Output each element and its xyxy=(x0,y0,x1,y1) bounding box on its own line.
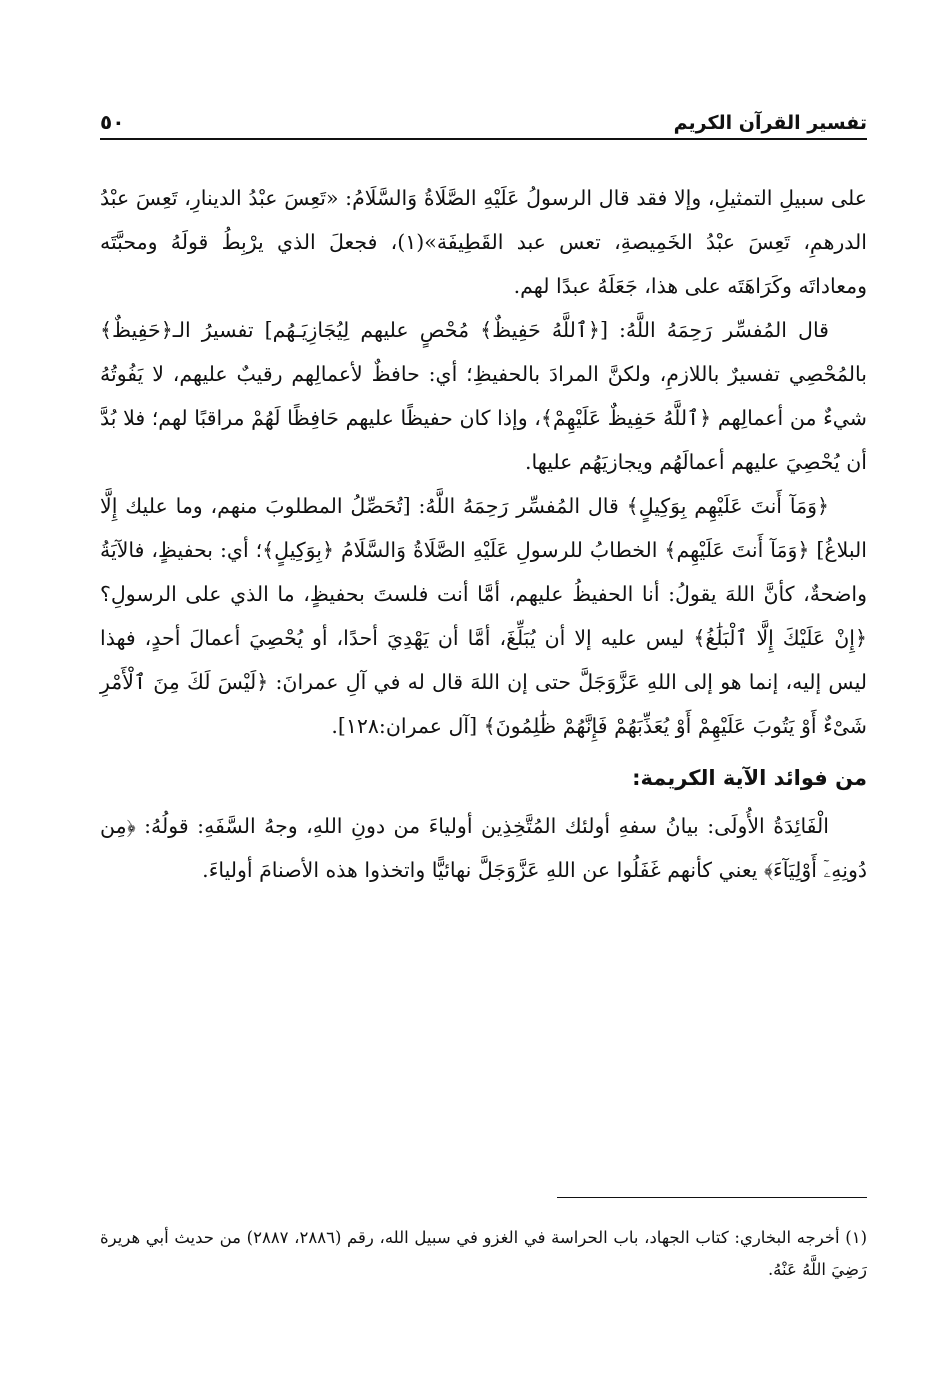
paragraph-first-benefit: الْفَائِدَةُ الأُولَى: بيانُ سفهِ أولئك المُتَّخِذِين أولياءَ من دونِ اللهِ، وجهُ السَّفَهِ: قولُهُ: ﴿مِن دُونِهِۦٓ أَوْلِيَآءَ﴾ يعني كأنهم غَفَلُوا عن اللهِ عَزَّوَجَلَّ نهائيًّا واتخذوا هذه الأصنامَ أولياءَ. xyxy=(100,814,867,882)
running-header xyxy=(100,104,867,140)
body-text xyxy=(100,176,867,892)
footnote xyxy=(100,1222,867,1286)
paragraph-hadith: على سبيلِ التمثيلِ، وإلا فقد قال الرسولُ عَلَيْهِ الصَّلَاةُ وَالسَّلَامُ: «تَعِسَ عبْدُ الدينارِ، تَعِسَ عبْدُ الدرهمِ، تَعِسَ عبْدُ الخَمِيصةِ، تعس عبد القَطِيفَة»(١)، فجعلَ الذي يرْبِطُ قولَهُ ومحبَّتَه ومعاداتَه وكَرَاهَتَه على هذا، جَعَلَهُ عبدًا لهم. xyxy=(100,186,867,298)
page-number: ٥٠ xyxy=(100,110,125,134)
footnote-text: (١) أخرجه البخاري: كتاب الجهاد، باب الحراسة في الغزو في سبيل الله، رقم (٢٨٨٦، ٢٨٨٧) من حديث أبي هريرة رَضِيَ اللَّهُ عَنْهُ. xyxy=(100,1228,868,1279)
footnote-divider xyxy=(557,1197,867,1198)
book-page xyxy=(100,0,867,1387)
book-title: تفسير القرآن الكريم xyxy=(673,112,867,134)
section-heading: من فوائد الآية الكريمة: xyxy=(632,766,867,790)
paragraph-hafiz: قال المُفسِّر رَحِمَهُ اللَّهُ: [﴿ٱللَّهُ حَفِيظٌ﴾ مُحْصٍ عليهم لِيُجَازِيَـهُم] تفسيرُ الـ﴿حَفِيظٌ﴾ بالمُحْصِي تفسيرٌ باللازمِ، ولكنَّ المرادَ بالحفيظِ؛ أي: حافظٌ لأعمالِهم رقيبٌ عليهم، لا يَفُوتُهُ شيءٌ من أعمالِهم ﴿ٱللَّهُ حَفِيظٌ عَلَيْهِمْ﴾، وإذا كان حفيظًا عليهم حَافِظًا لَهُمْ مراقبًا لهم؛ فلا بُدَّ أن يُحْصِيَ عليهم أعمالَهُم ويجازيَهُم عليها. xyxy=(100,318,867,474)
paragraph-wakil: ﴿وَمَآ أَنتَ عَلَيْهِم بِوَكِيلٍ﴾ قال المُفسِّر رَحِمَهُ اللَّهُ: [تُحَصِّلُ المطلوبَ منهم، وما عليك إِلَّا البلاغُ] ﴿وَمَآ أَنتَ عَلَيْهِم﴾ الخطابُ للرسولِ عَلَيْهِ الصَّلَاةُ وَالسَّلَامُ ﴿بِوَكِيلٍ﴾؛ أي: بحفيظٍ، فالآيَةُ واضحةٌ، كأنَّ اللهَ يقولُ: أنا الحفيظُ عليهم، أمَّا أنت فلستَ بحفيظٍ، ما الذي على الرسولِ؟ ﴿إِنْ عَلَيْكَ إِلَّا ٱلْبَلَٰغُ﴾ ليس عليه إلا أن يُبَلِّغَ، أمَّا أن يَهْدِيَ أحدًا، أو يُحْصِيَ أعمالَ أحدٍ، فهذا ليس إليه، إنما هو إلى اللهِ عَزَّوَجَلَّ حتى إن اللهَ قال له في آلِ عمرانَ: ﴿لَيْسَ لَكَ مِنَ ٱلْأَمْرِ شَىْءٌ أَوْ يَتُوبَ عَلَيْهِمْ أَوْ يُعَذِّبَهُمْ فَإِنَّهُمْ ظَٰلِمُونَ﴾ [آل عمران:١٢٨]. xyxy=(100,494,867,738)
